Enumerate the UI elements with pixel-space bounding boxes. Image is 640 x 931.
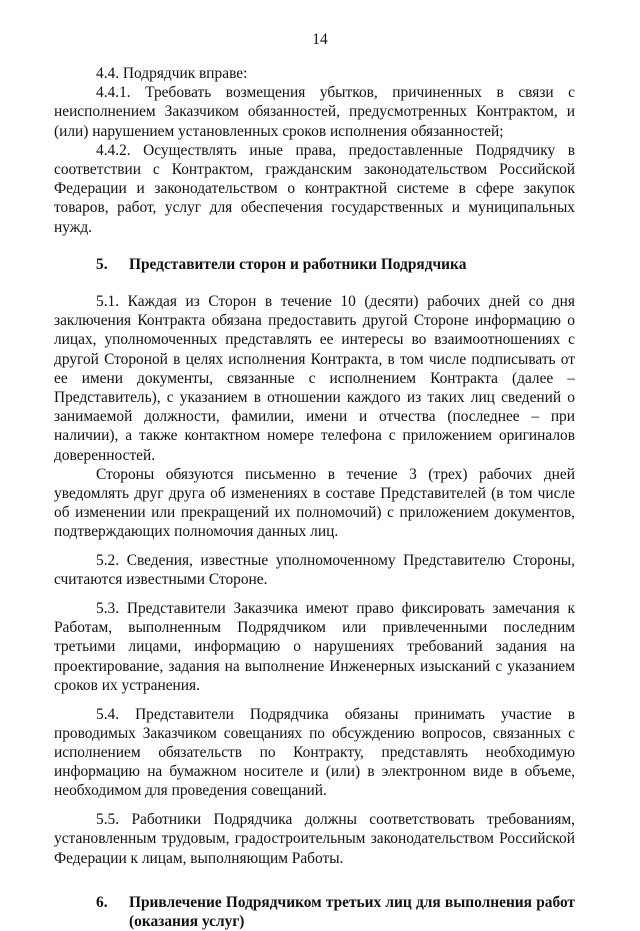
clause-4-4-1: 4.4.1. Требовать возмещения убытков, причиненных в связи с неисполнением Заказчиком обязанностей, предусмотренных Контрактом, и (или) нарушением установленных сроков исполнения обязанностей; (54, 84, 575, 140)
clause-5-4: 5.4. Представители Подрядчика обязаны принимать участие в проводимых Заказчиком совещаниях по обсуждению вопросов, связанных с исполнением обязательств по Контракту, представлять необходимую информацию на бумажном носителе и (или) в электронном виде в объеме, необходимом для проведения совещаний. (54, 705, 575, 800)
clause-5-1-notice: Стороны обязуются письменно в течение 3 (трех) рабочих дней уведомлять друг друга об изменениях в составе Представителей (в том числе об изменении или прекращений их полномочий) с приложением документов, подтверждающих полномочия данных лиц. (54, 465, 575, 541)
section-5-title: Представители сторон и работники Подрядчика (129, 255, 467, 273)
page-number: 14 (312, 31, 328, 48)
clause-5-1: 5.1. Каждая из Сторон в течение 10 (десяти) рабочих дней со дня заключения Контракта обязана предоставить другой Стороне информацию о лицах, уполномоченных представлять ее интересы во взаимоотношениях с другой Стороной в целях исполнения Контракта, в том числе подписывать от ее имени документы, связанные с исполнением Контракта (далее – Представитель), с указанием в отношении каждого из таких лиц сведений о занимаемой должности, фамилии, имени и отчества (последнее – при наличии), а также контактном номере телефона с приложением оригиналов доверенностей. (54, 293, 575, 464)
clause-5-2: 5.2. Сведения, известные уполномоченному Представителю Стороны, считаются известными Стороне. (54, 552, 575, 589)
clause-4-4: 4.4. Подрядчик вправе: (96, 65, 248, 82)
section-5-heading (54, 255, 575, 274)
document-body (54, 64, 575, 931)
clause-4-4-2: 4.4.2. Осуществлять иные права, предоставленные Подрядчику в соответствии с Контрактом, гражданским законодательством Российской Федерации и законодательством о контрактной системе в сфере закупок товаров, работ, услуг для обеспечения государственных и муниципальных нужд. (54, 141, 575, 236)
section-5-number: 5. (96, 255, 108, 273)
clause-5-3: 5.3. Представители Заказчика имеют право фиксировать замечания к Работам, выполненным Подрядчиком или привлеченными последним третьими лицами, информацию о нарушениях требований задания на проектирование, задания на выполнение Инженерных изысканий с указанием сроков их устранения. (54, 600, 575, 694)
clause-5-5: 5.5. Работники Подрядчика должны соответствовать требованиям, установленным трудовым, градостроительным законодательством Российской Федерации к лицам, выполняющим Работы. (54, 811, 575, 867)
section-6-number: 6. (96, 893, 108, 911)
section-6-title: Привлечение Подрядчиком третьих лиц для выполнения работ (оказания услуг) (129, 893, 575, 930)
section-6-heading (54, 893, 575, 931)
